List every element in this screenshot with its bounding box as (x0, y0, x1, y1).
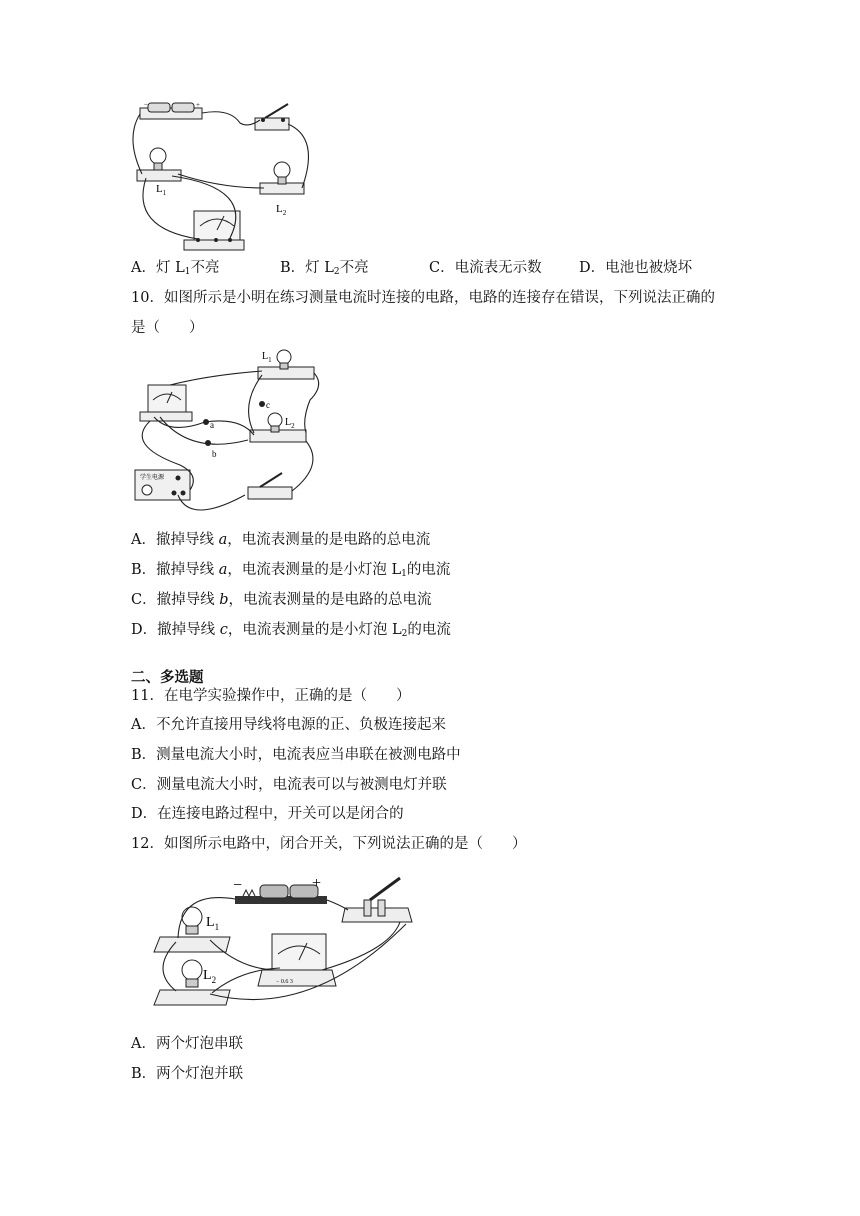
q10-stem-line1: 10．如图所示是小明在练习测量电流时连接的电路，电路的连接存在错误，下列说法正确的 (131, 290, 715, 306)
q12-label-l1: $L_1$ (206, 915, 220, 932)
q9-option-a[interactable]: A．灯 $L_1$不亮 (131, 260, 220, 277)
q10-option-d[interactable]: D．撤掉导线 c，电流表测量的是小灯泡 $L_2$的电流 (131, 622, 451, 639)
q9-circuit-figure (120, 98, 320, 258)
ammeter-icon (140, 385, 192, 421)
ammeter-icon (184, 211, 244, 250)
q11-stem: 11．在电学实验操作中，正确的是（ ） (131, 688, 411, 704)
q12-label-l2: $L_2$ (203, 968, 217, 985)
q11-option-d[interactable]: D．在连接电路过程中，开关可以是闭合的 (131, 806, 404, 822)
q12-stem: 12．如图所示电路中，闭合开关，下列说法正确的是（ ） (131, 836, 527, 852)
q9-option-c[interactable]: C．电流表无示数 (429, 260, 542, 276)
q10-label-c: c (266, 400, 270, 410)
q10-label-b: b (212, 449, 217, 459)
power-supply-icon (135, 470, 190, 500)
q10-option-a[interactable]: A．撤掉导线 a，电流表测量的是电路的总电流 (131, 532, 431, 548)
section-title-multi-choice: 二、多选题 (131, 670, 204, 686)
q9-option-d[interactable]: D．电池也被烧坏 (579, 260, 693, 276)
q11-option-a[interactable]: A．不允许直接用导线将电源的正、负极连接起来 (131, 717, 446, 733)
battery-minus-label: − (233, 877, 243, 894)
q11-option-b[interactable]: B．测量电流大小时，电流表应当串联在被测电路中 (131, 747, 461, 763)
battery-icon (140, 101, 202, 119)
switch-icon (248, 473, 292, 499)
svg-text:+: + (196, 101, 200, 109)
battery-plus-label: + (312, 875, 322, 892)
switch-icon (342, 878, 412, 922)
q10-stem-line2: 是（ ） (131, 320, 204, 336)
svg-text:−: − (144, 101, 148, 109)
q10-option-c[interactable]: C．撤掉导线 b，电流表测量的是电路的总电流 (131, 592, 432, 608)
q10-circuit-figure (130, 345, 330, 523)
q11-option-c[interactable]: C．测量电流大小时，电流表可以与被测电灯并联 (131, 777, 447, 793)
svg-text:− 0.6 3: − 0.6 3 (276, 979, 293, 985)
bulb-l2-icon (154, 960, 230, 1005)
bulb-l2-icon (250, 413, 306, 442)
q12-circuit-figure (150, 870, 420, 1025)
q9-label-l1: $L_1$ (156, 183, 167, 197)
svg-text:学生电源: 学生电源 (140, 475, 165, 481)
ammeter-icon (258, 934, 336, 986)
q10-option-b[interactable]: B．撤掉导线 a，电流表测量的是小灯泡 $L_1$的电流 (131, 562, 451, 579)
q9-label-l2: $L_2$ (276, 203, 287, 217)
q12-option-a[interactable]: A．两个灯泡串联 (131, 1036, 243, 1052)
q12-option-b[interactable]: B．两个灯泡并联 (131, 1066, 244, 1082)
q10-label-l2: $L_2$ (285, 417, 295, 430)
q10-label-l1: $L_1$ (262, 351, 272, 364)
switch-icon (255, 104, 289, 130)
q10-label-a: a (210, 420, 214, 430)
q9-option-b[interactable]: B．灯 $L_2$不亮 (280, 260, 369, 277)
bulb-l2-icon (260, 162, 304, 194)
